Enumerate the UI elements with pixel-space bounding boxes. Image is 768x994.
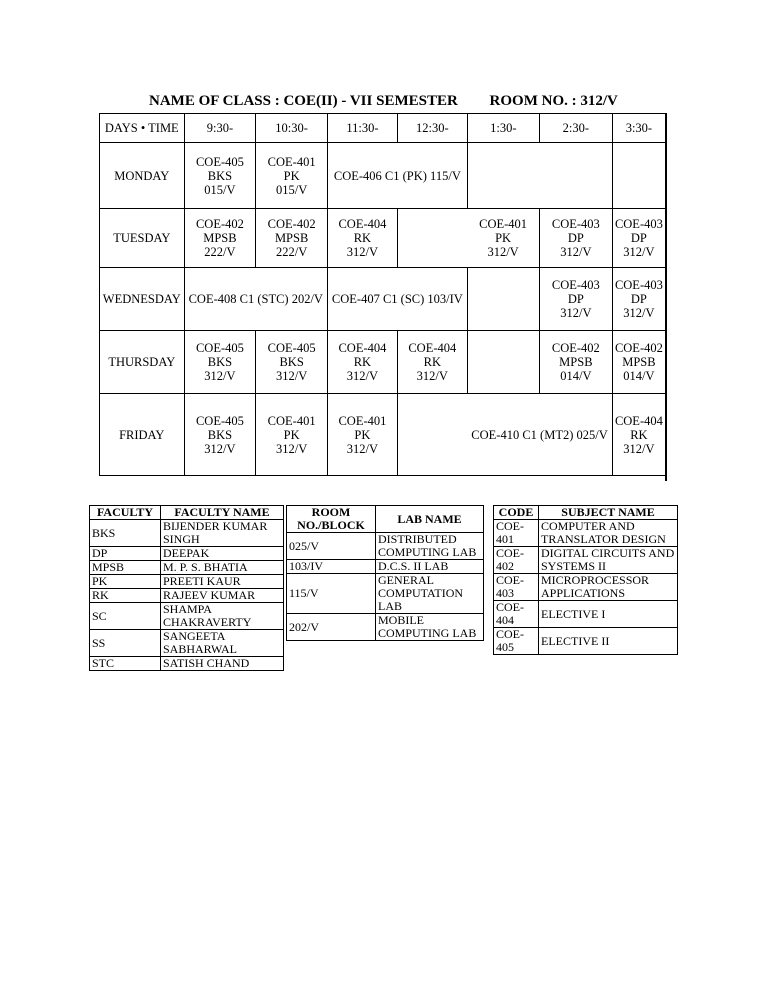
empty-cell xyxy=(467,143,539,209)
class-cell: COE-401 PK 312/V xyxy=(327,394,397,476)
column-header: FACULTY xyxy=(90,506,161,520)
table-row: MPSB M. P. S. BHATIA xyxy=(90,561,284,575)
faculty-header-row xyxy=(90,506,284,520)
empty-cell xyxy=(467,331,539,394)
class-name: NAME OF CLASS : COE(II) - VII SEMESTER xyxy=(149,93,458,109)
class-cell: COE-403 DP 312/V xyxy=(612,268,665,331)
class-cell: COE-404 RK 312/V xyxy=(397,331,467,394)
lab-cell: COE-408 C1 (STC) 202/V xyxy=(184,268,327,331)
time-slot: 9:30- xyxy=(184,114,256,143)
time-slot: 12:30- xyxy=(397,114,467,143)
table-row: 103/IV D.C.S. II LAB xyxy=(287,560,484,574)
lab-cell: COE-406 C1 (PK) 115/V xyxy=(327,143,467,209)
class-cell: COE-402 MPSB 222/V xyxy=(184,209,256,268)
page-title xyxy=(149,93,618,110)
class-cell: COE-403 DP 312/V xyxy=(539,268,612,331)
days-time-header: DAYS • TIME xyxy=(100,114,185,143)
table-row: 115/V GENERAL COMPUTATION LAB xyxy=(287,574,484,614)
empty-cell xyxy=(612,143,665,209)
class-cell: COE-402 MPSB 222/V xyxy=(256,209,328,268)
wednesday-row xyxy=(100,268,666,331)
column-header: ROOM NO./BLOCK xyxy=(287,506,376,533)
class-cell: COE-404 RK 312/V xyxy=(327,209,397,268)
time-slot: 1:30- xyxy=(467,114,539,143)
empty-cell xyxy=(539,143,612,209)
class-cell: COE-405 BKS 015/V xyxy=(184,143,256,209)
table-row: 025/V DISTRIBUTED COMPUTING LAB xyxy=(287,533,484,560)
empty-cell xyxy=(467,268,539,331)
class-cell: COE-401 PK 312/V xyxy=(467,209,539,268)
table-row: COE-405 ELECTIVE II xyxy=(494,628,678,655)
empty-cell xyxy=(397,394,467,476)
class-cell: COE-405 BKS 312/V xyxy=(256,331,328,394)
time-header-row xyxy=(100,114,666,143)
table-row: BKS BIJENDER KUMAR SINGH xyxy=(90,520,284,547)
lab-cell: COE-407 C1 (SC) 103/IV xyxy=(327,268,467,331)
day-label: WEDNESDAY xyxy=(100,268,185,331)
timetable xyxy=(99,113,666,476)
room-number: ROOM NO. : 312/V xyxy=(489,93,618,109)
subject-header-row xyxy=(494,506,678,520)
class-cell: COE-405 BKS 312/V xyxy=(184,394,256,476)
column-header: FACULTY NAME xyxy=(161,506,284,520)
empty-cell xyxy=(397,209,467,268)
table-row: COE-401 COMPUTER AND TRANSLATOR DESIGN xyxy=(494,520,678,547)
table-edge xyxy=(665,113,667,481)
table-row: 202/V MOBILE COMPUTING LAB xyxy=(287,614,484,641)
time-slot: 10:30- xyxy=(256,114,328,143)
table-row: DP DEEPAK xyxy=(90,547,284,561)
day-label: THURSDAY xyxy=(100,331,185,394)
column-header: LAB NAME xyxy=(376,506,484,533)
column-header: CODE xyxy=(494,506,539,520)
day-label: FRIDAY xyxy=(100,394,185,476)
table-row: PK PREETI KAUR xyxy=(90,575,284,589)
table-row: COE-404 ELECTIVE I xyxy=(494,601,678,628)
class-cell: COE-401 PK 312/V xyxy=(256,394,328,476)
class-cell: COE-402 MPSB 014/V xyxy=(612,331,665,394)
day-label: MONDAY xyxy=(100,143,185,209)
lab-cell: COE-410 C1 (MT2) 025/V xyxy=(467,394,612,476)
faculty-table xyxy=(89,505,284,671)
thursday-row xyxy=(100,331,666,394)
class-cell: COE-404 RK 312/V xyxy=(612,394,665,476)
table-row: COE-402 DIGITAL CIRCUITS AND SYSTEMS II xyxy=(494,547,678,574)
class-cell: COE-403 DP 312/V xyxy=(539,209,612,268)
friday-row xyxy=(100,394,666,476)
table-row: COE-403 MICROPROCESSOR APPLICATIONS xyxy=(494,574,678,601)
class-cell: COE-401 PK 015/V xyxy=(256,143,328,209)
time-slot: 3:30- xyxy=(612,114,665,143)
time-slot: 11:30- xyxy=(327,114,397,143)
column-header: SUBJECT NAME xyxy=(539,506,678,520)
table-row: STC SATISH CHAND xyxy=(90,657,284,671)
table-row: RK RAJEEV KUMAR xyxy=(90,589,284,603)
class-cell: COE-403 DP 312/V xyxy=(612,209,665,268)
time-slot: 2:30- xyxy=(539,114,612,143)
subject-table xyxy=(493,505,678,655)
lab-table xyxy=(286,505,484,641)
lab-header-row xyxy=(287,506,484,533)
class-cell: COE-405 BKS 312/V xyxy=(184,331,256,394)
table-row: SS SANGEETA SABHARWAL xyxy=(90,630,284,657)
class-cell: COE-402 MPSB 014/V xyxy=(539,331,612,394)
tuesday-row xyxy=(100,209,666,268)
monday-row xyxy=(100,143,666,209)
class-cell: COE-404 RK 312/V xyxy=(327,331,397,394)
table-row: SC SHAMPA CHAKRAVERTY xyxy=(90,603,284,630)
day-label: TUESDAY xyxy=(100,209,185,268)
